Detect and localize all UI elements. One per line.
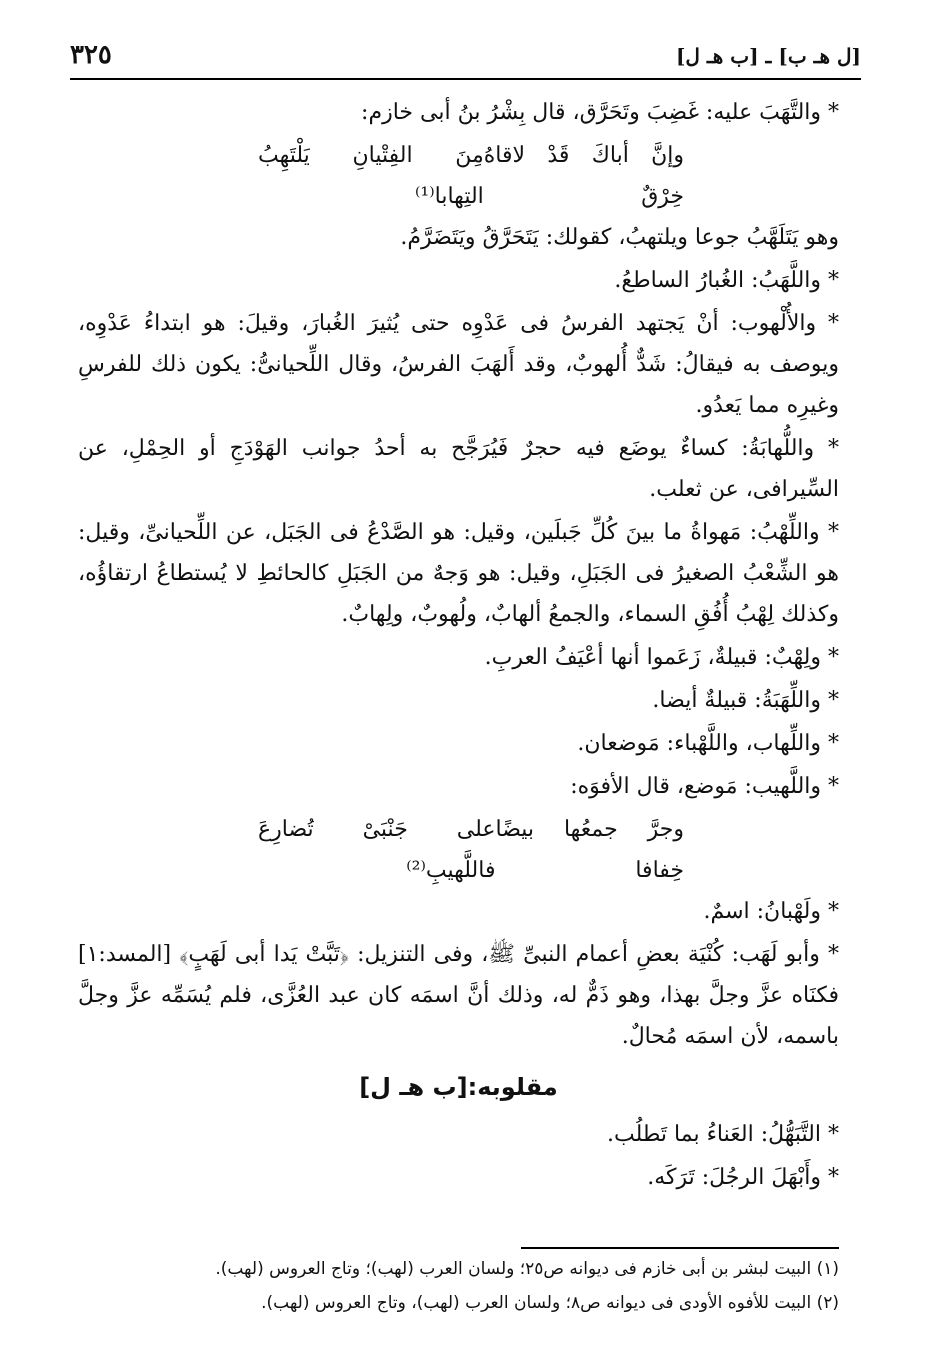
verse-second-hemistich: على جَنْبَىْ تُضارِعَ فاللَّهيبِ⁽²⁾ — [258, 817, 496, 883]
entry-paragraph: * واللِّهْبُ: مَهواةُ ما بينَ كُلِّ جَبلَين، وقيل: هو الصَّدْعُ فى الجَبَل، عن اللِّحيانىِّ، وقيل: هو الشِّعْبُ الصغيرُ فى الجَبَلِ، وقيل: هو وَجهٌ من الجَبَلِ كالحائطِ لا يُستطاعُ ارتقاؤُه، وكذلك لِهْبُ أُفُقِ السماء، والجمعُ ألهابٌ، ولُهوبٌ، ولِهابٌ. — [78, 520, 839, 627]
entry-paragraph: * واللَّهيب: مَوضع، قال الأفوَه: — [570, 774, 839, 799]
entry-paragraph: * واللِّهَبَةُ: قبيلةٌ أيضا. — [652, 688, 839, 713]
entry-paragraph: * وأَبْهَلَ الرجُلَ: تَرَكَه. — [647, 1165, 839, 1190]
verse-first-hemistich: وجرَّ جمعُها بيضًا خِفافا — [495, 817, 684, 883]
section-heading: مقلوبه:[ب هـ ل] — [359, 1073, 558, 1101]
poem-verse — [78, 135, 839, 217]
page-number: ٣٢٥ — [70, 40, 112, 70]
poem-verse — [78, 809, 839, 891]
main-text — [78, 92, 839, 1200]
page-header — [70, 36, 861, 76]
running-title: [ل هـ ب] ـ [ب هـ ل] — [675, 44, 861, 68]
verse-first-hemistich: وإنَّ أباكَ قَدْ لاقاهُ خِرْقٌ — [483, 143, 684, 209]
entry-paragraph: * ولَهْبانُ: اسمٌ. — [703, 899, 839, 924]
footnote: (٢) البيت للأفوه الأودى فى ديوانه ص٨؛ ولسان العرب (لهب)، وتاج العروس (لهب). — [261, 1293, 839, 1313]
entry-paragraph: * والتَّهَبَ عليه: غَضِبَ وتَحَرَّق، قال بِشْرُ بنُ أبى خازم: — [361, 100, 839, 125]
entry-paragraph: * واللِّهاب، واللَّهْباء: مَوضعان. — [577, 731, 839, 756]
footnotes — [200, 1252, 839, 1320]
entry-paragraph: * وأبو لَهَب: كُنْيَة بعضِ أعمام النبىِّ ﷺ، وفى التنزيل: ﴿تَبَّتْ يَدا أبى لَهَبٍ﴾ [المسد:١] فكنَاه عزَّ وجلَّ بهذا، وهو ذَمٌّ له، وذلك أنَّ اسمَه كان عبد العُزَّى، فلم يُسَمِّه عزَّ وجلَّ باسمه، لأن اسمَه مُحالٌ. — [78, 942, 839, 1049]
entry-paragraph: * واللَّهَبُ: الغُبارُ الساطعُ. — [614, 268, 839, 293]
entry-paragraph: * والأُلْهوب: أنْ يَجتهد الفرسُ فى عَدْوِه حتى يُثيرَ الغُبارَ، وقيلَ: هو ابتداءُ عَدْوِه، ويوصف به فيقالُ: شَدٌّ أُلهوبٌ، وقد أَلهَبَ الفرسُ، وقال اللِّحيانىُّ: يكون ذلك للفرسِ وغيرِه مما يَعدُو. — [78, 311, 840, 418]
footnote: (١) البيت لبشر بن أبى خازم فى ديوانه ص٢٥؛ ولسان العرب (لهب)؛ وتاج العروس (لهب). — [215, 1259, 839, 1279]
entry-paragraph: وهو يَتَلَهَّبُ جوعا ويلتهبُ، كقولك: يَتَحَرَّقُ ويَتَضَرَّمُ. — [400, 225, 839, 250]
entry-paragraph: * ولِهْبٌ: قبيلةٌ، زَعَموا أنها أعْيَفُ العربِ. — [484, 645, 839, 670]
header-rule — [70, 78, 861, 80]
verse-second-hemistich: مِنَ الفِتْيانِ يَلْتَهِبُ التِهابا⁽¹⁾ — [258, 143, 484, 209]
footnote-rule — [521, 1247, 839, 1249]
entry-paragraph: * التَّبَهُّلُ: العَناءُ بما تَطلُب. — [607, 1122, 839, 1147]
entry-paragraph: * واللُّهابَةُ: كساءٌ يوضَع فيه حجرٌ فَيُرَجَّح به أحدُ جوانب الهَوْدَجِ أو الحِمْلِ، عن السِّيرافى، عن ثعلب. — [78, 436, 839, 502]
